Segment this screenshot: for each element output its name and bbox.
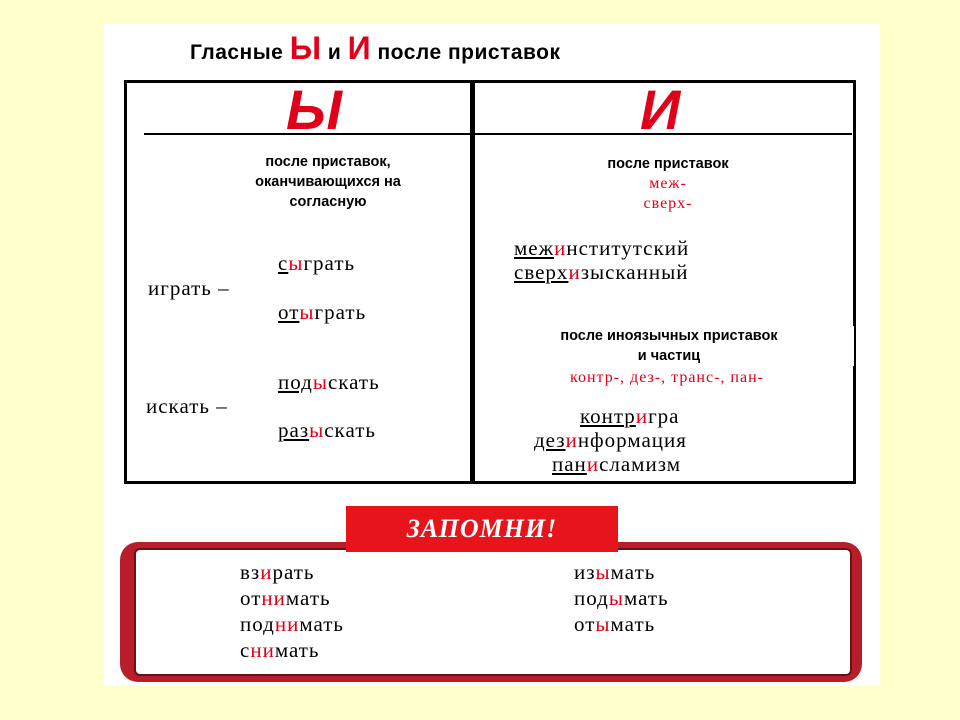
table-divider-vertical (470, 80, 475, 484)
right-heading: после приставок (607, 156, 729, 172)
title-letter-y: Ы (289, 30, 322, 66)
remember-right-1: изымать (574, 560, 656, 584)
right-heading-2: после иноязычных приставок и частиц (484, 326, 854, 366)
remember-left-3: поднимать (240, 612, 344, 636)
example-sygrat: сыграть (278, 251, 356, 275)
remember-left-1: взирать (240, 560, 315, 584)
right-prefixes: меж- сверх- (643, 175, 693, 212)
example-podyskat: подыскать (278, 370, 380, 394)
right-prefixes-2: контр-, дез-, транс-, пан- (570, 369, 764, 386)
base-iskat: искать – (146, 394, 228, 418)
remember-badge: ЗАПОМНИ! (346, 506, 618, 552)
remember-right-3: отымать (574, 612, 656, 636)
title-text-1: Гласные (190, 41, 284, 64)
remember-right-2: подымать (574, 586, 669, 610)
title-and: и (327, 41, 342, 64)
column-header-i: И (640, 78, 681, 141)
left-heading: после приставок, оканчивающихся на согласную (255, 154, 401, 210)
example-otygrat: отыграть (278, 300, 367, 324)
remember-left-2: отнимать (240, 586, 331, 610)
title-letter-i: И (347, 30, 372, 66)
title-text-2: после приставок (377, 41, 561, 64)
column-header-y: Ы (286, 78, 342, 141)
example-panislamizm: панисламизм (552, 452, 681, 476)
page-title (190, 30, 561, 67)
base-igrat: играть – (148, 276, 230, 300)
example-mezhinstitutsky: межинститутский (514, 236, 690, 260)
remember-left-4: снимать (240, 638, 320, 662)
rules-table (124, 80, 856, 484)
example-kontrigra: контригра (580, 404, 680, 428)
example-dezinformatsiya: дезинформация (534, 428, 687, 452)
table-divider-horizontal (144, 133, 852, 135)
example-razyskat: разыскать (278, 418, 376, 442)
example-sverkhizyskanny: сверхизысканный (514, 260, 689, 284)
